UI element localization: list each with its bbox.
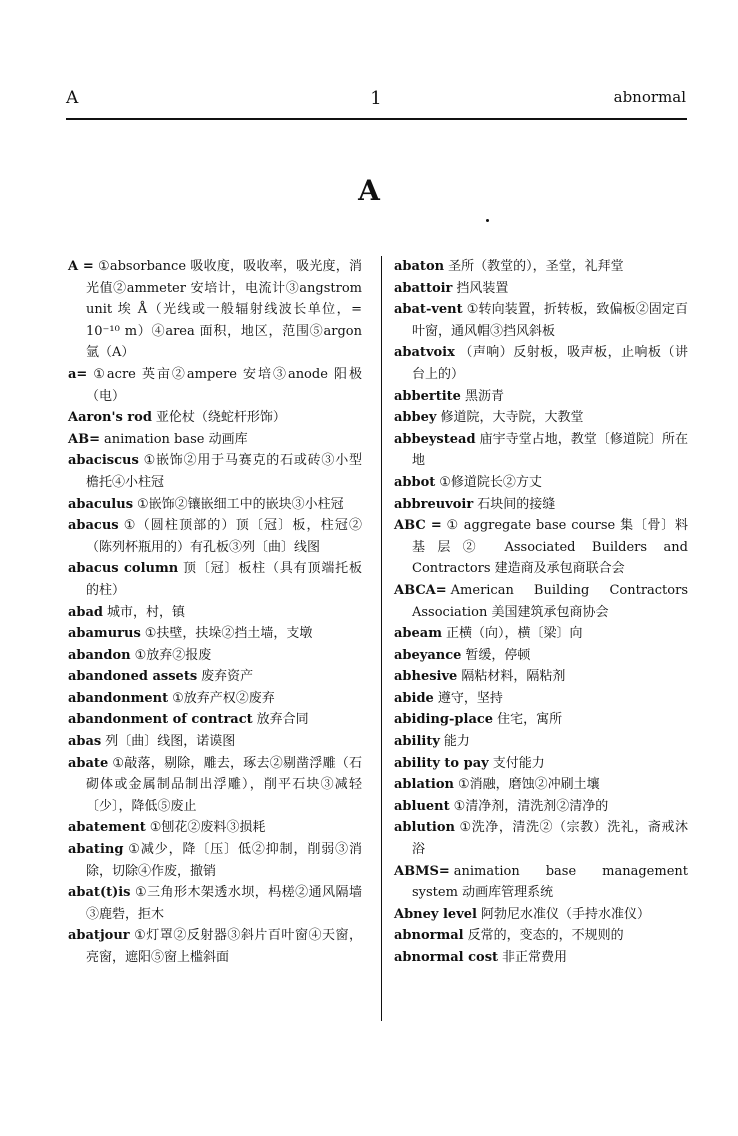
entry-headword: abatjour: [68, 928, 130, 944]
entry-definition: 非正常费用: [502, 950, 568, 965]
entry-headword: abacus: [68, 518, 119, 534]
dictionary-entry: [394, 429, 688, 472]
entry-definition: 住宅，寓所: [497, 712, 563, 728]
left-column: [68, 256, 362, 969]
entry-definition: 废弃资产: [201, 669, 254, 685]
entry-headword: abattoir: [394, 280, 453, 296]
entry-headword: abandonment: [68, 690, 169, 706]
entry-definition: ①灯罩②反射器③斜片百叶窗④天窗，亮窗，遮阳⑤窗上槛斜面: [86, 928, 362, 965]
entry-headword: ABMS=: [394, 863, 450, 879]
dictionary-entry: [394, 709, 688, 731]
entry-definition: animation base management system 动画库管理系统: [412, 863, 688, 901]
entry-headword: abbreuvoir: [394, 496, 474, 512]
dictionary-entry: [68, 688, 362, 710]
entry-definition: 隔粘材料，隔粘剂: [461, 669, 566, 685]
entry-definition: 列〔曲〕线图，诺谟图: [105, 734, 236, 750]
entry-headword: abaton: [394, 259, 445, 274]
entry-definition: ①转向装置，折转板，致偏板②固定百叶窗，通风帽③挡风斜板: [412, 302, 688, 339]
entry-definition: 城市，村，镇: [107, 604, 186, 620]
dictionary-entry: [394, 515, 688, 580]
dictionary-entry: [68, 256, 362, 364]
dictionary-entry: [68, 731, 362, 753]
entry-headword: abad: [68, 604, 104, 620]
entry-definition: ①敲落，剔除，雕去，琢去②剔凿浮雕（石砌体或金属制品制出浮雕），削平石块③减轻〔少〕，降低⑤废止: [86, 755, 362, 814]
entry-definition: ① aggregate base course 集〔骨〕料基层② Associated Builders and Contractors 建造商及承包商联合会: [412, 518, 688, 577]
section-letter: A: [358, 174, 380, 207]
entry-headword: abide: [394, 690, 434, 706]
dictionary-entry: [394, 731, 688, 753]
entry-headword: Aaron's rod: [68, 410, 152, 426]
dictionary-entry: [394, 688, 688, 710]
dictionary-entry: [394, 623, 688, 645]
dictionary-entry: [394, 386, 688, 408]
entry-definition: animation base 动画库: [103, 431, 248, 447]
entry-headword: abaciscus: [68, 453, 139, 469]
entry-headword: abate: [68, 755, 109, 771]
entry-headword: Abney level: [394, 906, 477, 922]
page-number: 1: [370, 88, 382, 109]
dictionary-entry: [68, 709, 362, 731]
decorative-dot: [486, 219, 489, 222]
entry-headword: abandonment of contract: [68, 712, 253, 728]
dictionary-entry: [68, 623, 362, 645]
dictionary-entry: [394, 256, 688, 278]
entry-definition: ①消融，磨蚀②冲刷土壤: [457, 777, 600, 793]
entry-definition: 反常的，变态的，不规则的: [467, 928, 624, 944]
entry-headword: ability: [394, 734, 440, 750]
entry-headword: abandoned assets: [68, 669, 198, 685]
entry-definition: 遵守，坚持: [437, 690, 503, 706]
entry-definition: （声响）反射板，吸声板，止响板（讲台上的）: [412, 345, 688, 382]
dictionary-entry: [394, 645, 688, 667]
entry-headword: abandon: [68, 647, 131, 663]
entry-definition: 阿勃尼水准仪（手持水准仪）: [480, 906, 650, 922]
dictionary-entry: [68, 515, 362, 558]
entry-definition: 修道院，大寺院，大教堂: [440, 410, 584, 426]
dictionary-entry: [394, 904, 688, 926]
entry-definition: 顶〔冠〕板柱（具有顶端托板的柱）: [86, 561, 362, 598]
dictionary-entry: [394, 817, 688, 860]
entry-definition: ①嵌饰②镶嵌细工中的嵌块③小柱冠: [137, 496, 344, 512]
dictionary-entry: [394, 342, 688, 385]
dictionary-entry: [394, 666, 688, 688]
entry-definition: ①放弃产权②废弃: [172, 690, 275, 706]
dictionary-entry: [68, 494, 362, 516]
dictionary-entry: [394, 753, 688, 775]
dictionary-entry: [394, 494, 688, 516]
dictionary-entry: [68, 666, 362, 688]
entry-headword: AB=: [68, 431, 100, 447]
entry-definition: ①acre 英亩②ampere 安培③anode 阳极（电）: [86, 366, 362, 404]
dictionary-entry: [68, 364, 362, 407]
entry-headword: abat(t)is: [68, 885, 131, 901]
dictionary-entry: [394, 299, 688, 342]
dictionary-entry: [68, 407, 362, 429]
dictionary-entry: [68, 882, 362, 925]
entry-headword: abnormal: [394, 928, 464, 944]
entry-headword: abbot: [394, 474, 436, 490]
entry-definition: ①修道院长②方丈: [439, 474, 542, 490]
dictionary-entry: [394, 580, 688, 623]
entry-headword: abeam: [394, 626, 442, 642]
dictionary-entry: [68, 839, 362, 882]
dictionary-entry: [68, 925, 362, 968]
dictionary-entry: [394, 774, 688, 796]
entry-headword: abluent: [394, 798, 450, 814]
entry-definition: 圣所（教堂的），圣堂，礼拜堂: [448, 259, 624, 274]
entry-definition: ①absorbance 吸收度，吸收率，吸光度，消光值②ammeter 安培计，电流计③angstrom unit 埃 Å（光线或一般辐射线波长单位，= 10⁻¹⁰ m）④area 面积，地区，范围⑤argon 氩（A）: [86, 259, 362, 361]
entry-headword: A =: [68, 259, 94, 274]
dictionary-entry: [68, 602, 362, 624]
entry-definition: American Building Contractors Association 美国建筑承包商协会: [412, 582, 688, 620]
entry-definition: ①减少，降〔压〕低②抑制，削弱③消除，切除④作废，撤销: [86, 842, 362, 879]
entry-headword: ABCA=: [394, 582, 447, 598]
dictionary-entry: [394, 796, 688, 818]
entry-headword: abat-vent: [394, 302, 463, 318]
entry-headword: ability to pay: [394, 755, 489, 771]
running-header: [66, 88, 686, 114]
entry-definition: ①清净剂，清洗剂②清净的: [453, 798, 609, 814]
dictionary-entry: [394, 407, 688, 429]
dictionary-entry: [68, 450, 362, 493]
entry-headword: abiding-place: [394, 712, 494, 728]
entry-headword: abacus column: [68, 561, 179, 577]
entry-definition: ①刨花②废料③损耗: [149, 820, 266, 836]
dictionary-entry: [68, 753, 362, 818]
entry-headword: abaculus: [68, 496, 134, 512]
dictionary-entry: [394, 278, 688, 300]
entry-definition: 正横（向），横〔梁〕向: [445, 626, 583, 642]
entry-headword: abatement: [68, 820, 146, 836]
right-guide-word: abnormal: [613, 88, 686, 106]
dictionary-entry: [394, 925, 688, 947]
entry-definition: 放弃合同: [256, 712, 309, 728]
entry-definition: 庙宇寺堂占地，教堂〔修道院〕所在地: [412, 431, 688, 469]
entry-headword: abamurus: [68, 626, 141, 642]
entry-definition: ①（圆柱顶部的）顶〔冠〕板，柱冠②（陈列杯瓶用的）有孔板③列〔曲〕线图: [86, 518, 362, 555]
entry-definition: 黑沥青: [464, 388, 504, 404]
entry-headword: ablution: [394, 820, 455, 836]
entry-headword: abnormal cost: [394, 950, 499, 965]
entry-headword: ABC =: [394, 518, 442, 534]
entry-definition: 石块间的接缝: [477, 496, 556, 512]
entry-definition: ①嵌饰②用于马赛克的石或砖③小型檐托④小柱冠: [86, 453, 362, 490]
left-guide-word: A: [66, 88, 79, 108]
entry-headword: ablation: [394, 777, 454, 793]
entry-definition: 挡风装置: [456, 280, 509, 296]
entry-headword: a=: [68, 366, 88, 382]
entry-headword: abbey: [394, 410, 437, 426]
dictionary-entry: [68, 429, 362, 451]
entry-definition: ①三角形木架透水坝，杩槎②通风隔墙③鹿砦，拒木: [86, 885, 362, 922]
dictionary-entry: [394, 472, 688, 494]
entry-definition: 能力: [443, 734, 470, 750]
entry-headword: abbeystead: [394, 431, 476, 447]
header-rule: [66, 118, 687, 120]
dictionary-entry: [68, 817, 362, 839]
entry-headword: abating: [68, 842, 124, 858]
entry-headword: abatvoix: [394, 345, 455, 361]
entry-headword: abbertite: [394, 388, 461, 404]
entry-definition: 支付能力: [492, 755, 545, 771]
entry-definition: 暂缓，停顿: [465, 647, 531, 663]
entry-definition: 亚伦杖（绕蛇杆形饰）: [155, 410, 286, 426]
entry-definition: ①洗净，清洗②（宗教）洗礼，斋戒沐浴: [412, 820, 688, 858]
right-column: [394, 256, 688, 969]
entry-headword: abhesive: [394, 669, 458, 685]
entry-definition: ①扶壁，扶垛②挡土墙，支墩: [144, 626, 313, 642]
entry-definition: ①放弃②报废: [134, 647, 212, 663]
entry-headword: abeyance: [394, 647, 462, 663]
dictionary-entry: [68, 645, 362, 667]
dictionary-entry: [394, 947, 688, 969]
dictionary-entry: [394, 861, 688, 904]
column-divider: [381, 256, 382, 1021]
entry-headword: abas: [68, 734, 102, 750]
dictionary-entry: [68, 558, 362, 601]
